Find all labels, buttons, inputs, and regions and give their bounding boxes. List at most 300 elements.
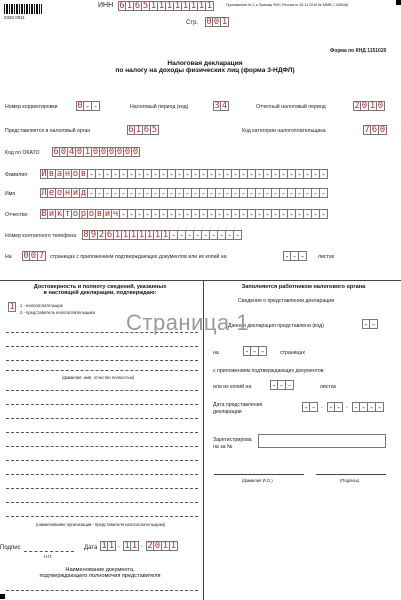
char-cell: 6 [53, 147, 59, 157]
barcode-number: 0320 0011 [4, 15, 25, 20]
char-cell: 1 [182, 1, 189, 11]
char-cell: 0 [116, 147, 123, 157]
char-cell: - [264, 169, 272, 179]
char-cell: - [144, 169, 152, 179]
char-cell: - [168, 209, 176, 219]
char-cell: 0 [377, 101, 384, 111]
char-cell: - [104, 188, 112, 198]
char-cell: - [216, 209, 224, 219]
char-cell: В [41, 209, 47, 219]
char-cell: - [320, 169, 328, 179]
char-cell: - [320, 209, 328, 219]
char-cell: - [240, 169, 248, 179]
name-label: Имя [5, 191, 16, 197]
char-cell: - [244, 347, 250, 356]
char-cell: - [210, 230, 218, 240]
tax-period-label: Налоговый период (код) [130, 104, 189, 110]
submission-month-boxes[interactable] [327, 402, 343, 413]
signature-label: Подпис [0, 545, 21, 551]
char-cell: и [104, 209, 111, 219]
char-cell: 2 [354, 101, 360, 111]
tax-period-boxes[interactable] [213, 101, 229, 112]
char-cell: 6 [106, 230, 113, 240]
char-cell: - [272, 209, 280, 219]
char-cell: 6 [134, 1, 141, 11]
char-cell: - [224, 209, 232, 219]
char-cell: 0 [77, 101, 83, 111]
org-line-5 [6, 446, 198, 447]
submission-date-label1: Дата представления [213, 402, 263, 408]
char-cell: - [312, 209, 320, 219]
char-cell: а [56, 169, 63, 179]
signature-line [24, 551, 74, 552]
document-title-line2: по налогу на доходы физических лиц (форма 3-НДФЛ) [115, 67, 295, 74]
char-cell: - [152, 209, 160, 219]
char-cell: 6 [128, 125, 134, 135]
org-line-6 [6, 460, 198, 461]
char-cell: 0 [30, 251, 37, 261]
submission-date-label2: декларации [213, 409, 242, 415]
org-line-9 [6, 502, 198, 503]
report-year-boxes[interactable] [353, 101, 385, 112]
char-cell: - [370, 319, 378, 329]
char-cell: ч [112, 209, 119, 219]
page-boxes[interactable] [205, 17, 229, 28]
char-cell: - [296, 188, 304, 198]
char-cell: - [248, 209, 256, 219]
sheets-boxes[interactable] [283, 251, 307, 262]
form-code: Форма по КНД 1151020 [330, 48, 387, 54]
signer-option2: 2 - представитель налогоплательщика [20, 310, 95, 315]
signature-caption: Н.П. [44, 554, 53, 559]
char-cell: - [256, 188, 264, 198]
char-cell: о [88, 209, 95, 219]
doc-title-line2: подтверждающего полномочия представителя [39, 573, 161, 579]
taxpayer-category-boxes[interactable] [363, 125, 387, 136]
inspector-signature-line [316, 474, 386, 475]
char-cell: т [64, 209, 71, 219]
char-cell: - [248, 169, 256, 179]
char-cell: - [200, 209, 208, 219]
char-cell: - [224, 169, 232, 179]
char-cell: д [80, 188, 87, 198]
char-cell: - [224, 188, 232, 198]
char-cell: 1 [130, 230, 137, 240]
date-day-boxes[interactable] [100, 541, 116, 552]
right-sheets-label: листах [320, 384, 337, 390]
corner-mark-top-right [396, 0, 401, 5]
page-watermark: Страница 1 [126, 310, 250, 335]
left-block-title [0, 284, 200, 296]
char-cell: - [152, 188, 160, 198]
char-cell: - [368, 402, 376, 412]
char-cell: 1 [170, 541, 177, 551]
char-cell: 0 [379, 125, 386, 135]
date-sep-2: . [141, 543, 143, 549]
char-cell: - [136, 188, 144, 198]
barcode [4, 4, 42, 14]
org-line-7 [6, 474, 198, 475]
org-line-4 [6, 432, 198, 433]
char-cell: - [168, 169, 176, 179]
char-cell: в [80, 169, 87, 179]
char-cell: - [168, 188, 176, 198]
signer-option1: 1 - налогоплательщик [20, 303, 63, 308]
inspector-name-line [214, 474, 304, 475]
char-cell: 2 [98, 230, 105, 240]
char-cell: - [208, 209, 216, 219]
char-cell: - [120, 209, 128, 219]
char-cell: - [251, 346, 259, 356]
submission-year-boxes[interactable] [352, 402, 384, 413]
char-cell: 0 [206, 17, 212, 27]
char-cell: 1 [158, 1, 165, 11]
char-cell: - [120, 169, 128, 179]
registration-number-field[interactable] [258, 434, 386, 448]
char-cell: - [304, 188, 312, 198]
char-cell: - [128, 188, 136, 198]
char-cell: н [64, 188, 71, 198]
char-cell: 0 [108, 147, 115, 157]
char-cell: - [192, 188, 200, 198]
okato-label: Код по ОКАТО [5, 150, 40, 156]
char-cell: - [284, 252, 290, 261]
char-cell: Л [41, 188, 47, 198]
char-cell: 1 [108, 541, 115, 551]
char-cell: - [376, 402, 384, 412]
char-cell: 1 [221, 17, 228, 27]
char-cell: - [264, 188, 272, 198]
char-cell: - [226, 230, 234, 240]
char-cell: н [64, 169, 71, 179]
char-cell: - [304, 209, 312, 219]
char-cell: - [144, 188, 152, 198]
char-cell: - [218, 230, 226, 240]
char-cell: 4 [221, 101, 228, 111]
surname-label: Фамилия [5, 172, 28, 178]
char-cell: - [296, 169, 304, 179]
char-cell: - [256, 209, 264, 219]
right-block-title: Заполняется работником налогового органа [241, 284, 366, 290]
char-cell: - [248, 188, 256, 198]
pages-text: страницах с приложением подтверждающих документов или их копий на [50, 254, 227, 260]
right-pages-boxes[interactable] [243, 346, 267, 357]
char-cell: - [200, 188, 208, 198]
char-cell: 7 [364, 125, 370, 135]
char-cell: 2 [147, 541, 153, 551]
char-cell: - [178, 230, 186, 240]
char-cell: - [160, 169, 168, 179]
submitted-code-boxes[interactable] [362, 319, 378, 330]
org-line-8 [6, 488, 198, 489]
char-cell: - [280, 209, 288, 219]
char-cell: - [96, 169, 104, 179]
header-notice: Приложение № 1 к Приказу ФНС России от 25.11.2010 № ММВ-7-3/654@ [226, 3, 349, 7]
char-cell: - [320, 188, 328, 198]
surname-boxes[interactable] [40, 169, 328, 180]
char-cell: 1 [150, 1, 157, 11]
tax-authority-boxes[interactable] [127, 125, 159, 136]
char-cell: - [112, 188, 120, 198]
char-cell: - [170, 230, 178, 240]
char-cell: 0 [23, 251, 29, 261]
char-cell: 0 [124, 147, 131, 157]
char-cell: - [312, 169, 320, 179]
fio-line-2 [6, 346, 198, 347]
char-cell: - [176, 188, 184, 198]
char-cell: 1 [84, 147, 91, 157]
fio-caption: (фамилия, имя, отчество полностью) [62, 375, 135, 380]
char-cell: 3 [214, 101, 220, 111]
char-cell: - [288, 188, 296, 198]
char-cell: - [160, 188, 168, 198]
char-cell: 1 [9, 302, 15, 312]
char-cell: - [232, 169, 240, 179]
char-cell: - [202, 230, 210, 240]
char-cell: и [72, 188, 79, 198]
char-cell: - [104, 169, 112, 179]
char-cell: и [48, 209, 55, 219]
char-cell: 1 [101, 541, 107, 551]
copies-boxes[interactable] [270, 380, 294, 391]
left-block-title-line2: в настоящей декларации, подтверждаю: [43, 290, 157, 296]
char-cell: - [208, 169, 216, 179]
char-cell: 0 [154, 541, 161, 551]
name-boxes[interactable] [40, 188, 328, 199]
date-month-boxes[interactable] [123, 541, 139, 552]
char-cell: - [291, 251, 299, 261]
char-cell: о [72, 209, 79, 219]
char-cell: 1 [198, 1, 205, 11]
char-cell: 6 [143, 125, 150, 135]
char-cell: - [120, 188, 128, 198]
char-cell: 5 [142, 1, 149, 11]
char-cell: 0 [213, 17, 220, 27]
char-cell: 1 [114, 230, 121, 240]
char-cell: - [271, 381, 277, 390]
char-cell: 7 [38, 251, 45, 261]
char-cell: 1 [162, 230, 169, 240]
registered-label1: Зарегистрирова [213, 437, 252, 443]
char-cell: 0 [132, 147, 139, 157]
patronymic-boxes[interactable] [40, 209, 328, 220]
char-cell: - [299, 251, 307, 261]
char-cell: 6 [371, 125, 378, 135]
char-cell: 1 [174, 1, 181, 11]
signer-box[interactable] [8, 302, 16, 313]
char-cell: 8 [83, 230, 89, 240]
char-cell: р [80, 209, 87, 219]
char-cell: - [288, 169, 296, 179]
char-cell: - [216, 169, 224, 179]
org-line-1 [6, 390, 198, 391]
char-cell: о [72, 169, 79, 179]
char-cell: - [194, 230, 202, 240]
char-cell: - [144, 209, 152, 219]
char-cell: - [216, 188, 224, 198]
patronymic-label: Отчество [5, 212, 28, 218]
char-cell: 1 [138, 230, 145, 240]
correction-label: Номер корректировки [5, 104, 58, 110]
char-cell: - [363, 320, 369, 329]
char-cell: 1 [206, 1, 213, 11]
char-cell: - [176, 169, 184, 179]
char-cell: 1 [124, 541, 130, 551]
char-cell: 0 [100, 147, 107, 157]
char-cell: 1 [131, 541, 138, 551]
char-cell: - [360, 402, 368, 412]
inn-label: ИНН [98, 2, 114, 9]
char-cell: - [272, 188, 280, 198]
section-divider [0, 280, 401, 281]
char-cell: - [312, 188, 320, 198]
char-cell: 9 [90, 230, 97, 240]
doc-line [6, 590, 198, 591]
char-cell: 1 [135, 125, 142, 135]
char-cell: - [259, 346, 267, 356]
char-cell: - [208, 188, 216, 198]
submitted-label: Данная декларация представлена (код) [228, 323, 324, 329]
page-label: Стр. [186, 20, 199, 26]
char-cell: 1 [369, 101, 376, 111]
char-cell: - [92, 101, 100, 111]
char-cell: - [186, 230, 194, 240]
char-cell: 1 [146, 230, 153, 240]
document-title [60, 60, 350, 74]
inspector-name-caption: (фамилия И.О.) [242, 478, 273, 483]
char-cell: - [310, 402, 318, 412]
char-cell: И [41, 169, 47, 179]
report-year-label: Отчетный налоговый период [256, 104, 326, 110]
doc-title [0, 567, 200, 579]
char-cell: - [280, 188, 288, 198]
date-year-boxes[interactable] [146, 541, 178, 552]
on-label: на [213, 350, 219, 356]
char-cell: к [56, 209, 63, 219]
sheets-label: листах [318, 254, 335, 260]
char-cell: - [286, 380, 294, 390]
right-pages-label: страницах [280, 350, 305, 356]
char-cell: о [56, 188, 63, 198]
phone-label: Номер контактного телефона [5, 233, 77, 239]
char-cell: - [278, 380, 286, 390]
char-cell: в [96, 209, 103, 219]
char-cell: 1 [122, 230, 129, 240]
char-cell: 0 [361, 101, 368, 111]
char-cell: - [256, 169, 264, 179]
char-cell: 1 [190, 1, 197, 11]
char-cell: - [96, 188, 104, 198]
char-cell: - [184, 169, 192, 179]
phone-boxes[interactable] [82, 230, 242, 241]
char-cell: - [335, 402, 343, 412]
char-cell: - [264, 209, 272, 219]
char-cell: 0 [60, 147, 67, 157]
char-cell: - [353, 403, 359, 412]
char-cell: - [152, 169, 160, 179]
char-cell: - [184, 209, 192, 219]
char-cell: - [128, 209, 136, 219]
left-block-title-line1: Достоверность и полноту сведений, указанных [33, 284, 167, 290]
char-cell: - [112, 169, 120, 179]
submission-sep-2: . [346, 404, 348, 410]
char-cell: - [272, 169, 280, 179]
fio-line-4 [6, 370, 198, 371]
submission-sep-1: . [321, 404, 323, 410]
char-cell: 1 [154, 230, 161, 240]
org-caption: (наименование организации - представителя налогоплательщика) [36, 522, 166, 527]
char-cell: - [234, 230, 242, 240]
document-title-line1: Налоговая декларация [167, 60, 243, 67]
char-cell: - [136, 169, 144, 179]
char-cell: - [280, 169, 288, 179]
char-cell: 4 [68, 147, 75, 157]
char-cell: - [232, 188, 240, 198]
char-cell: - [84, 101, 92, 111]
char-cell: - [184, 188, 192, 198]
char-cell: - [288, 209, 296, 219]
char-cell: - [328, 403, 334, 412]
right-block-subtitle: Сведения о представлении декларации [238, 298, 335, 304]
char-cell: - [136, 209, 144, 219]
corner-mark-bottom-left [0, 594, 5, 599]
pages-prefix: На [5, 254, 12, 260]
char-cell: 0 [76, 147, 83, 157]
char-cell: 0 [92, 147, 99, 157]
char-cell: - [200, 169, 208, 179]
attach-label: с приложением подтверждающих документов [213, 368, 324, 374]
char-cell: е [48, 188, 55, 198]
char-cell: - [160, 209, 168, 219]
taxpayer-category-label: Код категории налогоплательщика [242, 128, 326, 134]
correction-boxes[interactable] [76, 101, 100, 112]
char-cell: 5 [151, 125, 158, 135]
char-cell: - [303, 403, 309, 412]
char-cell: 1 [162, 541, 169, 551]
char-cell: 1 [166, 1, 173, 11]
doc-title-line1: Наименование документа, [65, 567, 135, 573]
char-cell: - [304, 169, 312, 179]
char-cell: - [296, 209, 304, 219]
submission-day-boxes[interactable] [302, 402, 318, 413]
registered-label2: на за № [213, 444, 233, 450]
char-cell: - [176, 209, 184, 219]
char-cell: - [88, 169, 96, 179]
okato-boxes[interactable] [52, 147, 140, 158]
char-cell: - [88, 188, 96, 198]
char-cell: 6 [119, 1, 125, 11]
org-line-10 [6, 516, 198, 517]
fio-line-3 [6, 360, 198, 361]
date-sep-1: . [118, 543, 120, 549]
char-cell: 1 [126, 1, 133, 11]
char-cell: - [240, 188, 248, 198]
char-cell: - [192, 209, 200, 219]
org-line-3 [6, 418, 198, 419]
date-label: Дата [84, 545, 98, 551]
char-cell: - [232, 209, 240, 219]
tax-authority-label: Представляется в налоговый орган [5, 128, 91, 134]
org-line-2 [6, 404, 198, 405]
inn-boxes[interactable] [118, 1, 214, 12]
char-cell: - [128, 169, 136, 179]
pages-boxes[interactable] [22, 251, 46, 262]
copies-label: или их копий на [213, 384, 252, 390]
char-cell: в [48, 169, 55, 179]
inspector-signature-caption: (Подпись) [340, 478, 360, 483]
char-cell: - [240, 209, 248, 219]
char-cell: - [192, 169, 200, 179]
